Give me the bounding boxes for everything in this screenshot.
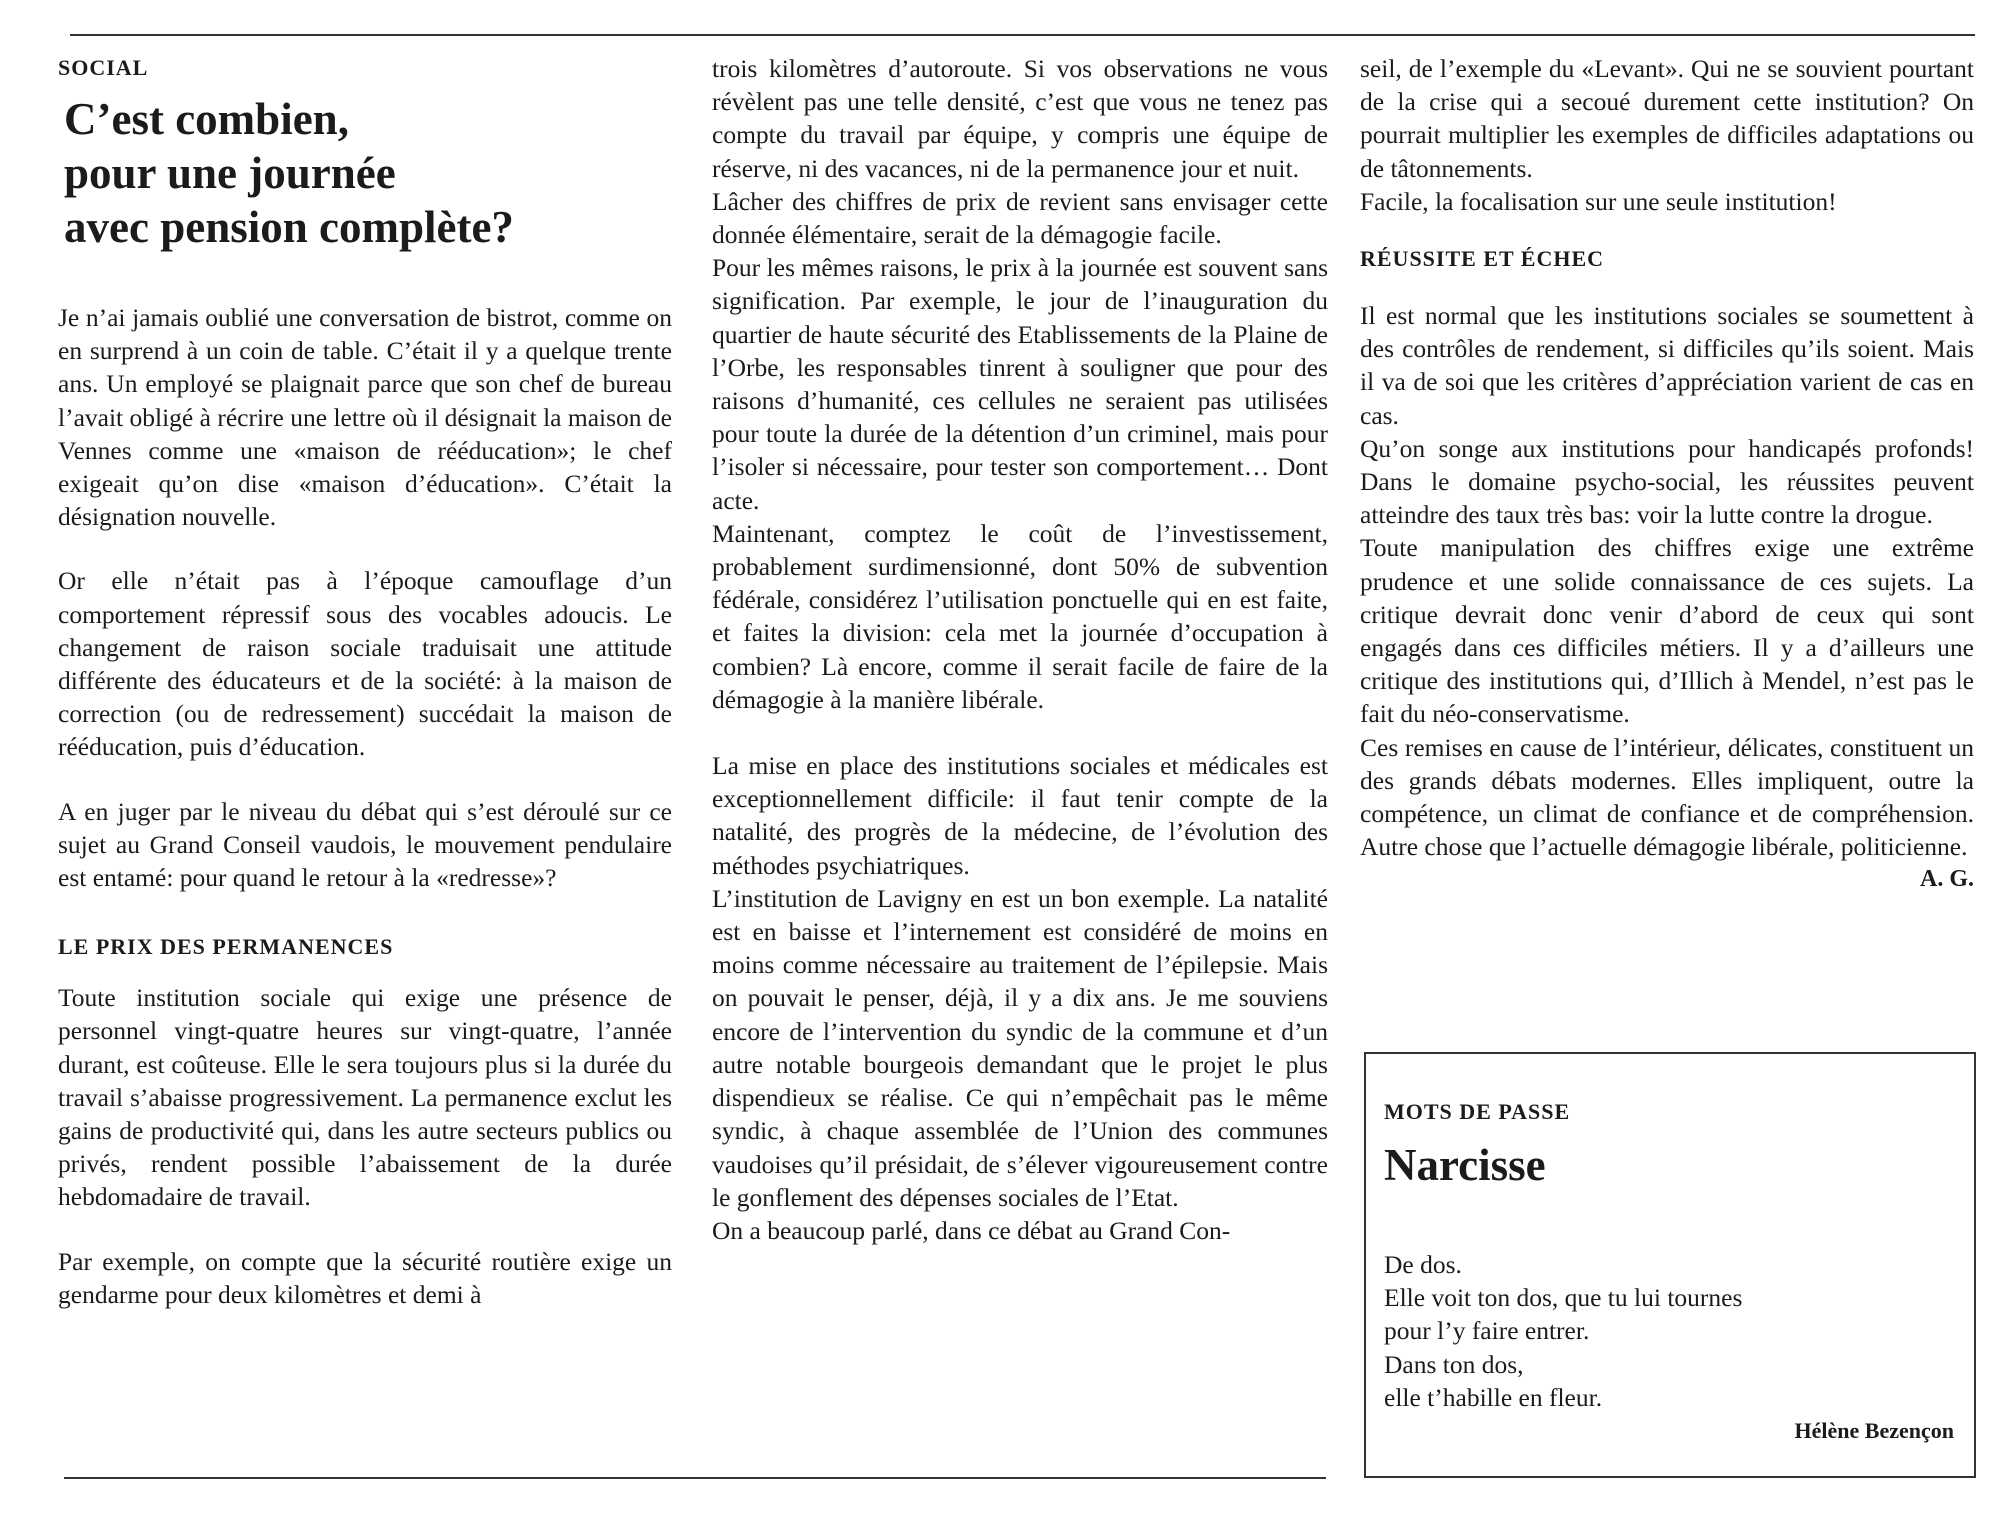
paragraph: Toute manipulation des chiffres exige une extrême prudence et une solide connaissance de ces sujets. La critique devrait donc venir d’abord de ceux qui sont engagés dans ces difficiles métiers. Il y a d’ailleurs une critique des institutions qui, d’Illich à Mendel, n’est pas le fait du néo-conservatisme. bbox=[1360, 533, 1974, 729]
top-rule bbox=[70, 34, 1975, 36]
paragraph: Ces remises en cause de l’intérieur, délicates, constituent un des grands débats modernes. Elles impliquent, outre la compétence, un climat de confiance et de compréhension. Autre chose que l’actuelle démagogie libérale, politicienne. bbox=[1360, 732, 1974, 862]
paragraph: Par exemple, on compte que la sécurité routière exige un gendarme pour deux kilomètres et demi à bbox=[58, 1246, 672, 1309]
paragraph: seil, de l’exemple du «Levant». Qui ne se souvient pourtant de la crise qui a secoué durement cette institution? On pourrait multiplier les exemples de difficiles adaptations ou de tâtonnements. bbox=[1360, 54, 1974, 183]
bottom-rule bbox=[64, 1477, 1326, 1479]
column-2 bbox=[712, 52, 1328, 1247]
paragraph: Toute institution sociale qui exige une présence de personnel vingt-quatre heures sur vingt-quatre, l’année durant, est coûteuse. Elle le sera toujours plus si la durée du travail s’abaisse progressivement. La permanence exclut les gains de productivité qui, dans les autre secteurs publics ou privés, rendent possible l’abaissement de la durée hebdomadaire de travail. bbox=[58, 983, 672, 1212]
article-headline: C’est combien, pour une journée avec pension complète? bbox=[64, 94, 514, 252]
paragraph: Pour les mêmes raisons, le prix à la journée est souvent sans signification. Par exemple, le jour de l’inauguration du quartier de haute sécurité des Etablissements de la Plaine de l’Orbe, les responsables tinrent à souligner que pour des raisons d’humanité, ces cellules ne seraient pas utilisées pour toute la durée de la détention d’un criminel, mais pour l’isoler si nécessaire, pour tester son comportement… Dont acte. bbox=[712, 253, 1328, 515]
poem-kicker: MOTS DE PASSE bbox=[1384, 1099, 1571, 1124]
paragraph: A en juger par le niveau du débat qui s’est déroulé sur ce sujet au Grand Conseil vaudois, le mouvement pendulaire est entamé: pour quand le retour à la «redresse»? bbox=[58, 796, 672, 893]
paragraph: Maintenant, comptez le coût de l’investissement, probablement surdimensionné, dont 50% de subvention fédérale, considérez l’utilisation ponctuelle qui en est faite, et faites la division: cela met la journée d’occupation à combien? Là encore, comme il serait facile de faire de la démagogie à la manière libérale. bbox=[712, 518, 1328, 714]
paragraph: trois kilomètres d’autoroute. Si vos observations ne vous révèlent pas une telle densité, c’est que vous ne tenez pas compte du travail par équipe, y compris une équipe de réserve, ni des vacances, ni de la permanence jour et nuit. bbox=[712, 54, 1328, 183]
poem-box bbox=[1364, 1052, 1976, 1478]
column-1 bbox=[58, 52, 672, 1311]
paragraph: Qu’on songe aux institutions pour handicapés profonds! Dans le domaine psycho-social, les réussites peuvent atteindre des taux très bas: voir la lutte contre la drogue. bbox=[1360, 433, 1974, 530]
article-signature: A. G. bbox=[1920, 866, 1974, 893]
subheading: RÉUSSITE ET ÉCHEC bbox=[1360, 246, 1605, 272]
paragraph: Lâcher des chiffres de prix de revient sans envisager cette donnée élémentaire, serait de la démagogie facile. bbox=[712, 186, 1328, 250]
paragraph: L’institution de Lavigny en est un bon exemple. La natalité est en baisse et l’internement est considéré de moins en moins comme nécessaire au traitement de l’épilepsie. Mais on pouvait le penser, déjà, il y a dix ans. Je me souviens encore de l’intervention du syndic de la commune et d’un autre notable bourgeois demandant que le projet le plus dispendieux se réalise. Ce qui n’empêchait pas le même syndic, à chaque assemblée de l’Union des communes vaudoises qu’il présidait, de s’élever vigoureusement contre le gonflement des dépenses sociales de l’Etat. bbox=[712, 883, 1328, 1212]
subheading: LE PRIX DES PERMANENCES bbox=[58, 934, 394, 960]
paragraph: Je n’ai jamais oublié une conversation de bistrot, comme on en surprend à un coin de table. C’était il y a quelque trente ans. Un employé se plaignait parce que son chef de bureau l’avait obligé à récrire une lettre où il désignait la maison de Vennes comme une «maison de rééducation»; le chef exigeait qu’on dise «maison d’éducation». C’était la désignation nouvelle. bbox=[58, 303, 672, 532]
paragraph: On a beaucoup parlé, dans ce débat au Grand Con- bbox=[712, 1215, 1231, 1245]
column-3 bbox=[1360, 52, 1974, 897]
poem-body: De dos. Elle voit ton dos, que tu lui tournes pour l’y faire entrer. Dans ton dos, elle t’habille en fleur. bbox=[1384, 1250, 1743, 1412]
paragraph: Facile, la focalisation sur une seule institution! bbox=[1360, 186, 1837, 216]
paragraph: Il est normal que les institutions sociales se soumettent à des contrôles de rendement, si difficiles qu’ils soient. Mais il va de soi que les critères d’appréciation varient de cas en cas. bbox=[1360, 301, 1974, 430]
poem-author: Hélène Bezençon bbox=[1794, 1418, 1954, 1444]
paragraph: La mise en place des institutions sociales et médicales est exceptionnellement difficile: il faut tenir compte de la natalité, des progrès de la médecine, de l’évolution des méthodes psychiatriques. bbox=[712, 751, 1328, 880]
poem-title: Narcisse bbox=[1384, 1140, 1546, 1190]
section-kicker: SOCIAL bbox=[58, 55, 149, 80]
paragraph: Or elle n’était pas à l’époque camouflage d’un comportement répressif sous des vocables adoucis. Le changement de raison sociale traduisait une attitude différente des éducateurs et de la société: à la maison de correction (ou de redressement) succédait la maison de rééducation, puis d’éducation. bbox=[58, 566, 672, 762]
